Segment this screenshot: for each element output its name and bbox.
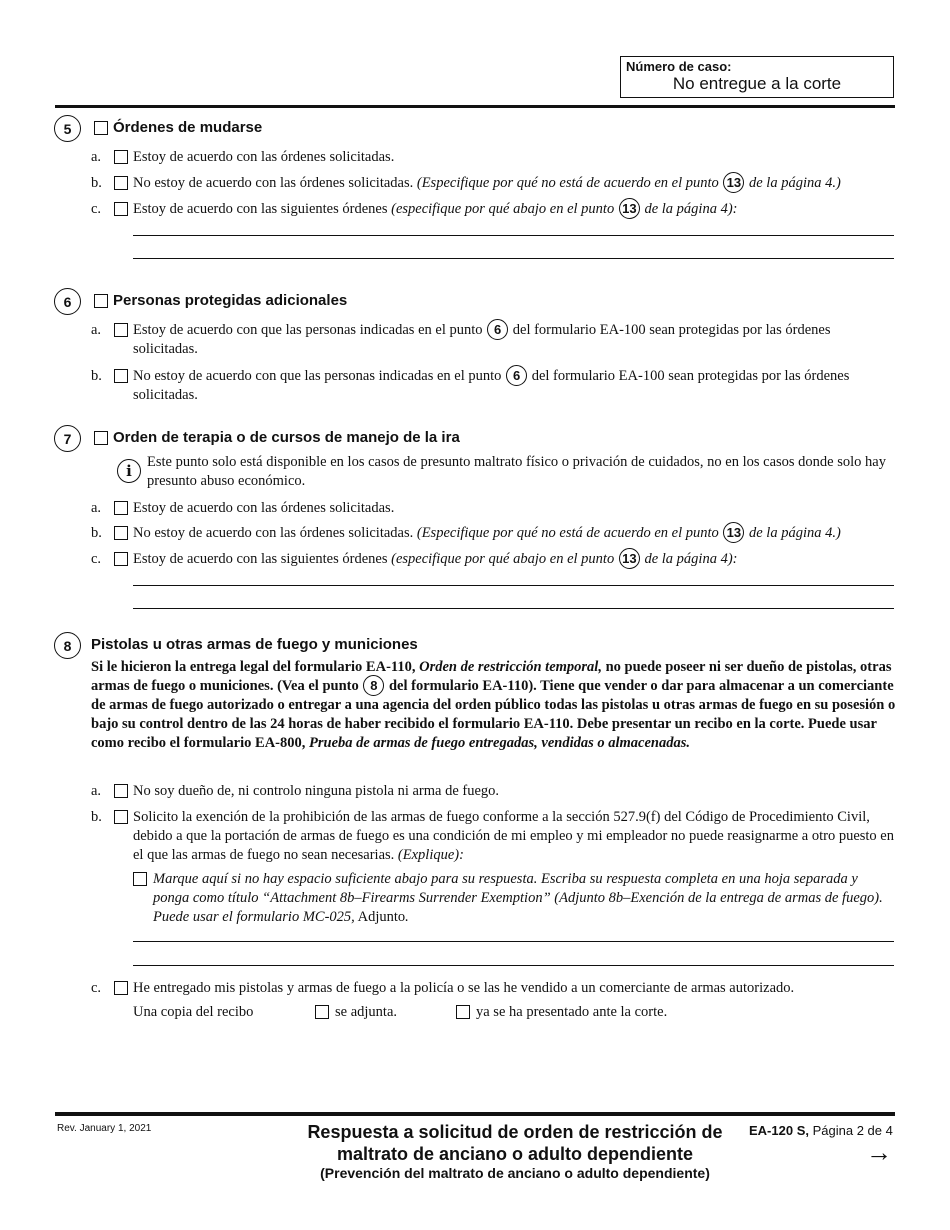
item-5c-answer-line-1[interactable] (133, 235, 894, 236)
item-8a-checkbox[interactable] (114, 784, 128, 798)
item-7a-checkbox[interactable] (114, 501, 128, 515)
item-8c-letter: c. (91, 980, 102, 996)
footer-title: Respuesta a solicitud de orden de restricción de maltrato de anciano o adulto dependiente (307, 1122, 723, 1164)
item-5b-text: No estoy de acuerdo con las órdenes solicitadas. (Especifique por qué no está de acuerdo en el punto 13 de la página 4.) (133, 174, 841, 193)
section-5-number: 5 (54, 115, 81, 142)
item-5c-text: Estoy de acuerdo con las siguientes órdenes (especifique por qué abajo en el punto 13 de la página 4): (133, 200, 737, 219)
item-7c-answer-line-2[interactable] (133, 608, 894, 609)
item-8b-answer-line-2[interactable] (133, 965, 894, 966)
item-8b-answer-line-1[interactable] (133, 941, 894, 942)
item-5c-answer-line-2[interactable] (133, 258, 894, 259)
item-6a-letter: a. (91, 322, 102, 338)
form-id: EA-120 S, (749, 1123, 809, 1138)
receipt-attached-checkbox[interactable] (315, 1005, 329, 1019)
section-7-checkbox[interactable] (94, 431, 108, 445)
item-8b-text: Solicito la exención de la prohibición de las armas de fuego conforme a la sección 527.9(f) del Código de Procedimiento Civil, debido a que la portación de armas de fuego es una condición de mi empleo y mi empleador no puede reasignarme a otro puesto en el que las armas de fuego no sean necesarias. (Explique): (133, 809, 894, 863)
receipt-attached-label: se adjunta. (335, 1004, 398, 1020)
receipt-label: Una copia del recibo (133, 1004, 254, 1020)
item-8b-checkbox[interactable] (114, 810, 128, 824)
section-5-checkbox[interactable] (94, 121, 108, 135)
section-8-number: 8 (54, 632, 81, 659)
section-6-number: 6 (54, 288, 81, 315)
next-page-arrow-icon: → (866, 1137, 892, 1167)
header-rule (55, 105, 895, 108)
item-7c-answer-line-1[interactable] (133, 585, 894, 586)
item-5a-letter: a. (91, 149, 102, 165)
case-number-box (620, 56, 894, 98)
attachment-8b-text: Marque aquí si no hay espacio suficiente abajo para su respuesta. Escriba su respuesta completa en una hoja separada y ponga como título “Attachment 8b–Firearms Surrender Exemption” (Adjunto 8b–Exención de la entrega de armas de fuego). Puede usar el formulario MC-025, Adjunto. (153, 871, 883, 925)
item-7c-letter: c. (91, 551, 102, 567)
info-icon: i (117, 459, 141, 483)
section-6-checkbox[interactable] (94, 294, 108, 308)
item-7a-letter: a. (91, 500, 102, 516)
section-5-title: Órdenes de mudarse (113, 119, 263, 136)
attachment-8b-checkbox[interactable] (133, 872, 147, 886)
ref-13-icon: 13 (723, 172, 744, 193)
section-6-title: Personas protegidas adicionales (113, 292, 348, 309)
ref-13-icon: 13 (723, 522, 744, 543)
receipt-filed-label: ya se ha presentado ante la corte. (476, 1004, 668, 1020)
footer-subtitle: (Prevención del maltrato de anciano o adulto dependiente) (320, 1165, 710, 1181)
ref-8-icon: 8 (363, 675, 384, 696)
form-page-info (749, 1123, 893, 1138)
case-number-label: Número de caso: (626, 59, 732, 74)
section-7-number: 7 (54, 425, 81, 452)
item-7b-letter: b. (91, 525, 102, 541)
item-6b-checkbox[interactable] (114, 369, 128, 383)
item-8a-letter: a. (91, 783, 102, 799)
item-8b-letter: b. (91, 809, 102, 825)
section-8-title: Pistolas u otras armas de fuego y municiones (91, 636, 418, 653)
item-7c-text: Estoy de acuerdo con las siguientes órdenes (especifique por qué abajo en el punto 13 de la página 4): (133, 550, 737, 569)
item-5b-letter: b. (91, 175, 102, 191)
revision-date: Rev. January 1, 2021 (57, 1123, 152, 1134)
receipt-filed-checkbox[interactable] (456, 1005, 470, 1019)
ref-13-icon: 13 (619, 548, 640, 569)
item-5a-checkbox[interactable] (114, 150, 128, 164)
item-7a-text: Estoy de acuerdo con las órdenes solicitadas. (133, 500, 395, 516)
item-5c-letter: c. (91, 201, 102, 217)
item-5b-checkbox[interactable] (114, 176, 128, 190)
section-7-title: Orden de terapia o de cursos de manejo de la ira (113, 429, 460, 446)
ref-6-icon: 6 (487, 319, 508, 340)
section-7-info-text: Este punto solo está disponible en los casos de presunto maltrato físico o privación de cuidados, no en los casos donde solo hay presunto abuso económico. (147, 454, 886, 489)
item-6b-letter: b. (91, 368, 102, 384)
ref-13-icon: 13 (619, 198, 640, 219)
item-8c-text: He entregado mis pistolas y armas de fuego a la policía o se las he vendido a un comerciante de armas autorizado. (133, 980, 795, 996)
ref-6-icon: 6 (506, 365, 527, 386)
item-8a-text: No soy dueño de, ni controlo ninguna pistola ni arma de fuego. (133, 783, 500, 799)
item-6a-text: Estoy de acuerdo con que las personas indicadas en el punto 6 del formulario EA-100 sean protegidas por las órdenes solicitadas. (133, 321, 898, 359)
item-6b-text: No estoy de acuerdo con que las personas indicadas en el punto 6 del formulario EA-100 sean protegidas por las órdenes solicitadas. (133, 367, 898, 405)
item-8c-checkbox[interactable] (114, 981, 128, 995)
footer-rule (55, 1112, 895, 1116)
item-7b-text: No estoy de acuerdo con las órdenes solicitadas. (Especifique por qué no está de acuerdo en el punto 13 de la página 4.) (133, 524, 841, 543)
section-8-warning-paragraph: Si le hicieron la entrega legal del formulario EA-110, Orden de restricción temporal, no puede poseer ni ser dueño de pistolas, otras armas de fuego o municiones. (Vea el punto 8 del formulario EA-110). Tiene que vender o dar para almacenar a un comerciante de armas de fuego autorizado o entregar a una agencia del orden público todas las pistolas u otras armas de fuego en su posesión o bajo su control dentro de las 24 horas de haber recibido el formulario EA-110. Debe presentar un recibo en la corte. Puede usar como recibo el formulario EA-800, Prueba de armas de fuego entregadas, vendidas o almacenadas. (91, 659, 896, 751)
item-7b-checkbox[interactable] (114, 526, 128, 540)
page-number: Página 2 de 4 (812, 1123, 893, 1138)
item-6a-checkbox[interactable] (114, 323, 128, 337)
item-7c-checkbox[interactable] (114, 552, 128, 566)
item-5c-checkbox[interactable] (114, 202, 128, 216)
item-5a-text: Estoy de acuerdo con las órdenes solicitadas. (133, 149, 395, 165)
case-number-value: No entregue a la corte (672, 74, 842, 93)
